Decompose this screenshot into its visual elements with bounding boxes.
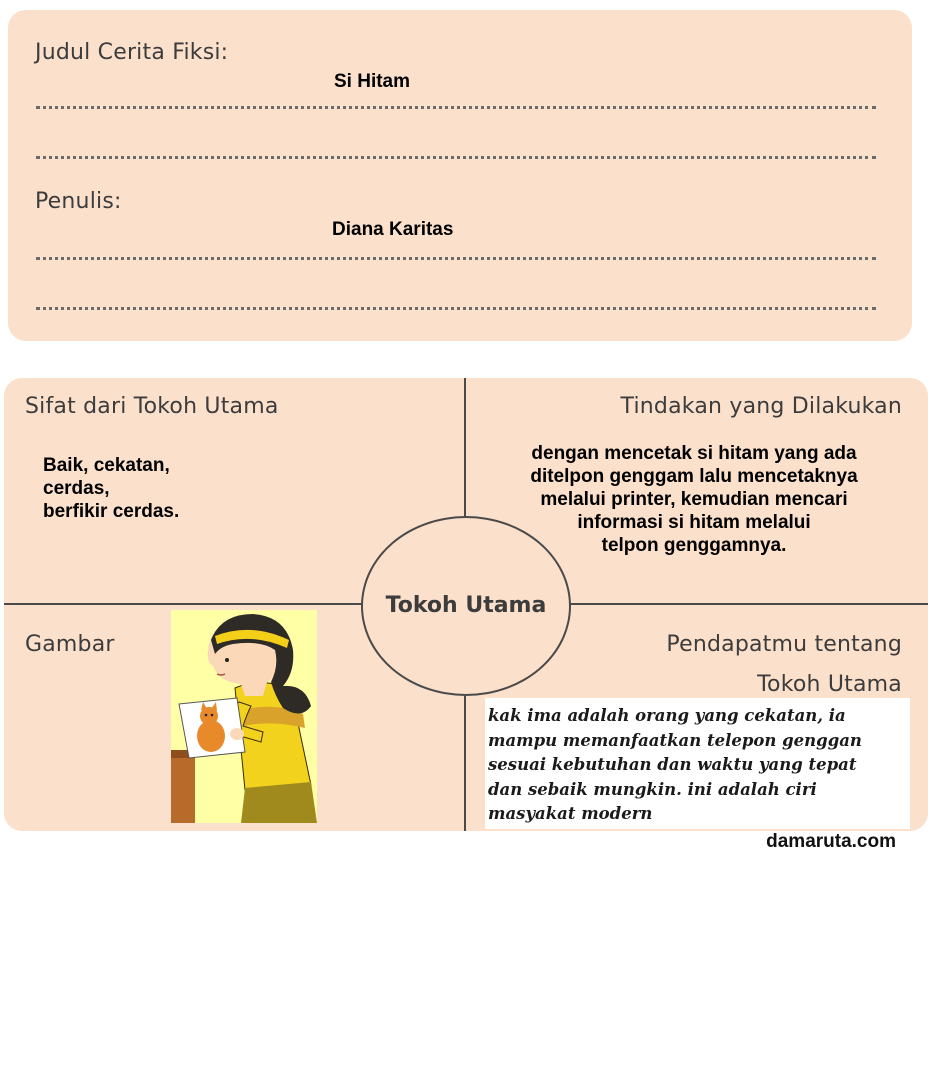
story-title-answer[interactable]: Si Hitam [334,71,411,92]
title-answer-line-2 [36,156,876,159]
cat-drawing-eye-right [211,714,214,717]
actions-answer[interactable]: dengan mencetak si hitam yang ada ditelpon genggam lalu mencetaknya melalui printer, kemudian mencari informasi si hitam melalui telpon genggamnya. [530,443,858,556]
opinion-label-line2: Tokoh Utama [757,672,902,697]
cat-drawing-eye-left [205,714,208,717]
cabinet [171,750,195,823]
author-answer-line-1 [36,257,876,260]
picture-label: Gambar [25,632,115,657]
author-answer-line-2 [36,307,876,310]
divider-vertical-top [464,378,466,516]
title-answer-line-1 [36,106,876,109]
traits-label: Sifat dari Tokoh Utama [25,394,279,419]
author-label: Penulis: [35,189,122,214]
opinion-answer[interactable]: kak ima adalah orang yang cekatan, ia mampu memanfaatkan telepon genggan sesuai kebutuhan dan waktu yang tepat dan sebaik mungkin. ini adalah ciri masyakat modern [488,706,862,823]
center-circle-label: Tokoh Utama [385,593,547,618]
author-answer[interactable]: Diana Karitas [332,219,454,240]
girl-holding-cat-drawing-illustration [171,610,317,823]
divider-vertical-bottom [464,696,466,831]
divider-horizontal-right [570,603,928,605]
eye [225,658,229,662]
hand [230,728,244,740]
divider-horizontal-left [4,603,362,605]
cat-drawing-body [197,720,225,752]
traits-answer[interactable]: Baik, cekatan, cerdas, berfikir cerdas. [43,455,180,522]
watermark: damaruta.com [766,831,896,852]
story-title-label: Judul Cerita Fiksi: [35,40,229,65]
actions-label: Tindakan yang Dilakukan [620,394,902,419]
opinion-label-line1: Pendapatmu tentang [666,632,902,657]
skirt [241,782,317,823]
